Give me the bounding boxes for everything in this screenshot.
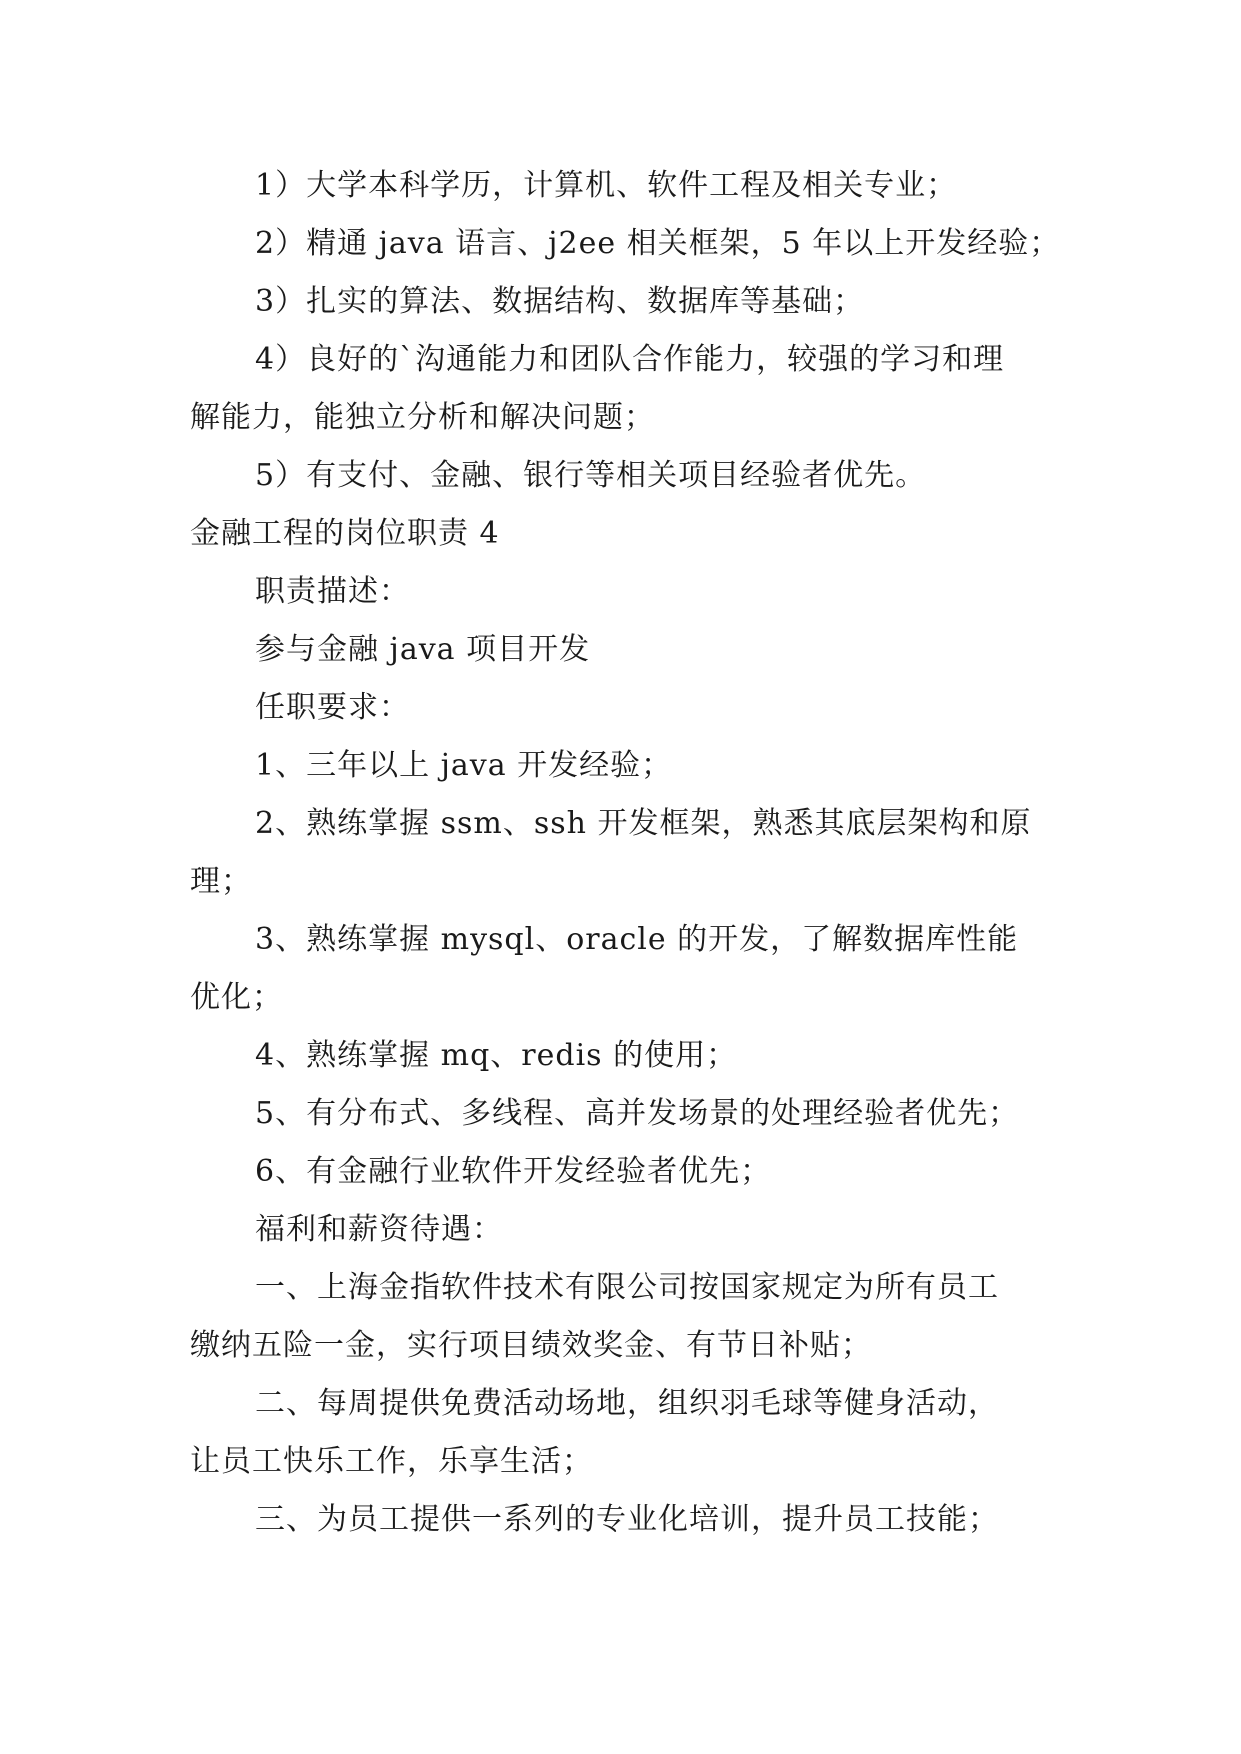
req-item-3-cont: 优化； — [190, 980, 283, 1015]
section-heading: 金融工程的岗位职责 4 — [190, 516, 500, 551]
duty-text: 参与金融 java 项目开发 — [255, 632, 591, 667]
req-item-6: 6、有金融行业软件开发经验者优先； — [255, 1154, 772, 1189]
req-item-4: 4、熟练掌握 mq、redis 的使用； — [255, 1038, 738, 1073]
benefit-item-3: 三、为员工提供一系列的专业化培训，提升员工技能； — [255, 1502, 999, 1537]
requirement-line-2: 2）精通 java 语言、j2ee 相关框架，5 年以上开发经验； — [255, 226, 1061, 261]
benefit-item-2-cont: 让员工快乐工作，乐享生活； — [190, 1444, 593, 1479]
requirements-label: 任职要求： — [255, 690, 410, 725]
requirement-line-1: 1）大学本科学历，计算机、软件工程及相关专业； — [255, 168, 958, 203]
benefits-label: 福利和薪资待遇： — [255, 1212, 503, 1247]
requirement-line-4: 4）良好的`沟通能力和团队合作能力，较强的学习和理 — [255, 342, 1005, 377]
requirement-line-3: 3）扎实的算法、数据结构、数据库等基础； — [255, 284, 865, 319]
requirement-line-5: 5）有支付、金融、银行等相关项目经验者优先。 — [255, 458, 927, 493]
req-item-3: 3、熟练掌握 mysql、oracle 的开发，了解数据库性能 — [255, 922, 1019, 957]
benefit-item-1-cont: 缴纳五险一金，实行项目绩效奖金、有节日补贴； — [190, 1328, 872, 1363]
req-item-2-cont: 理； — [190, 864, 252, 899]
benefit-item-1: 一、上海金指软件技术有限公司按国家规定为所有员工 — [255, 1270, 999, 1305]
benefit-item-2: 二、每周提供免费活动场地，组织羽毛球等健身活动， — [255, 1386, 999, 1421]
duty-label: 职责描述： — [255, 574, 410, 609]
req-item-5: 5、有分布式、多线程、高并发场景的处理经验者优先； — [255, 1096, 1020, 1131]
req-item-1: 1、三年以上 java 开发经验； — [255, 748, 673, 783]
requirement-line-4-cont: 解能力，能独立分析和解决问题； — [190, 400, 655, 435]
req-item-2: 2、熟练掌握 ssm、ssh 开发框架，熟悉其底层架构和原 — [255, 806, 1032, 841]
